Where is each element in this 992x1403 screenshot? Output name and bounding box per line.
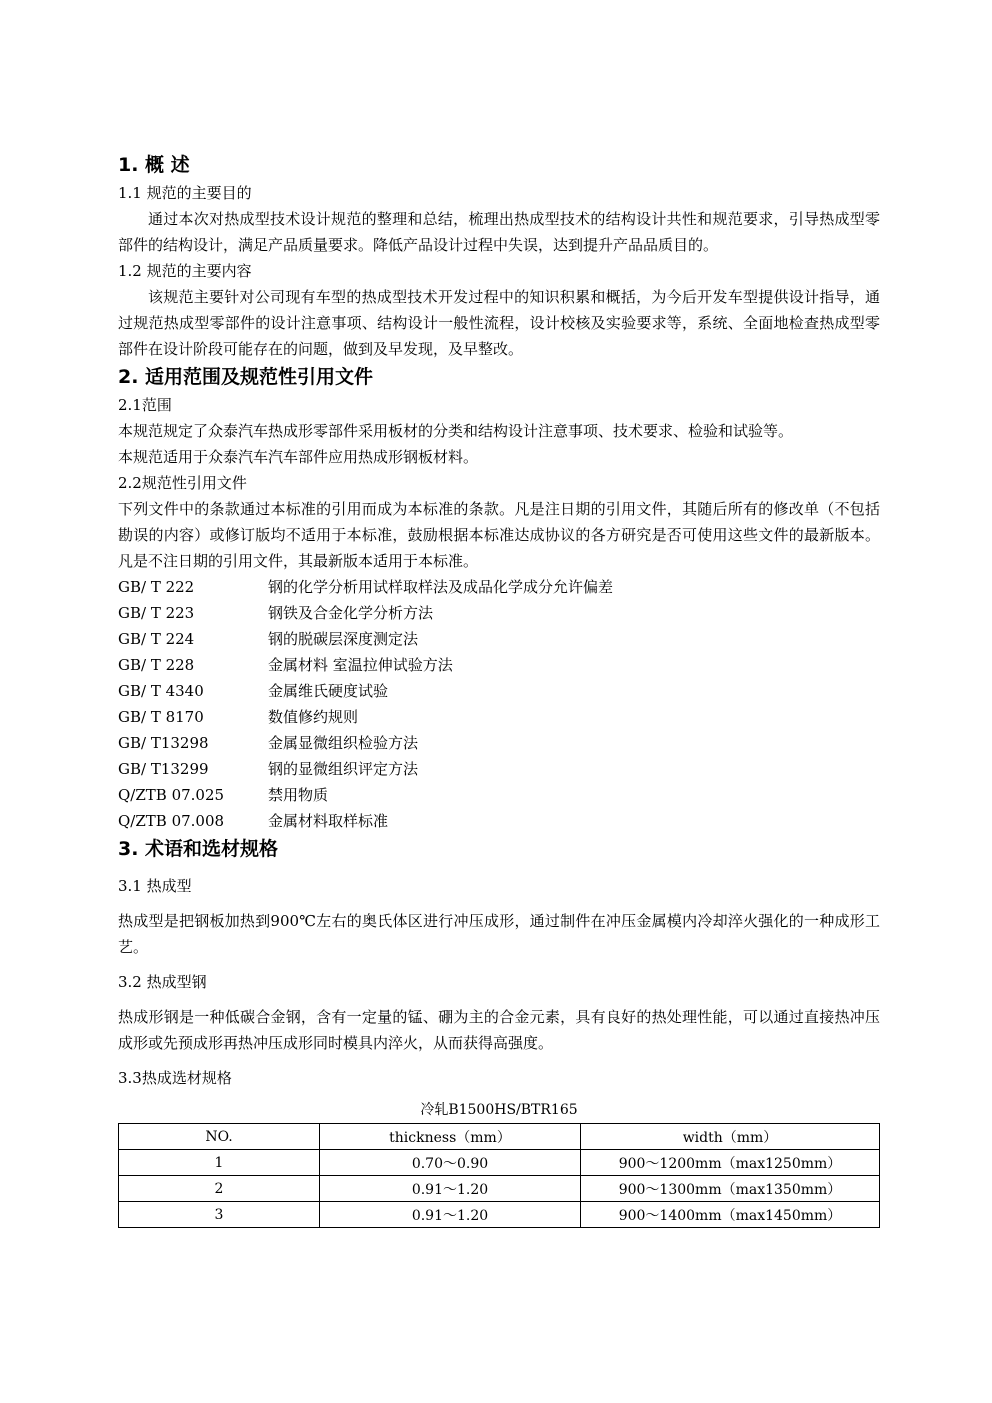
reference-code: GB/ T 223 [118, 604, 195, 622]
table-row [119, 1150, 880, 1176]
reference-code: GB/ T13299 [118, 760, 209, 778]
reference-item [118, 704, 880, 730]
document-page [118, 150, 880, 1228]
reference-code: GB/ T 4340 [118, 682, 204, 700]
reference-title: 金属材料 室温拉伸试验方法 [268, 656, 453, 674]
reference-item [118, 678, 880, 704]
reference-title: 金属维氏硬度试验 [268, 682, 389, 700]
subsection-3-1-title: 3.1 热成型 [118, 877, 192, 895]
reference-code: GB/ T13298 [118, 734, 209, 752]
reference-code: Q/ZTB 07.025 [118, 786, 225, 804]
section-3-title: 3. 术语和选材规格 [118, 838, 279, 860]
subsection-3-3-title: 3.3热成选材规格 [118, 1069, 232, 1087]
reference-title: 金属材料取样标准 [268, 812, 389, 830]
paragraph: 热成形钢是一种低碳合金钢，含有一定量的锰、硼为主的合金元素，具有良好的热处理性能，可以通过直接热冲压成形或先预成形再热冲压成形同时模具内淬火，从而获得高强度。 [118, 1008, 880, 1052]
reference-item [118, 574, 880, 600]
table-row [119, 1202, 880, 1228]
paragraph: 下列文件中的条款通过本标准的引用而成为本标准的条款。凡是注日期的引用文件，其随后所有的修改单（不包括勘误的内容）或修订版均不适用于本标准，鼓励根据本标准达成协议的各方研究是否可使用这些文件的最新版本。凡是不注日期的引用文件，其最新版本适用于本标准。 [118, 500, 880, 570]
reference-list [118, 574, 880, 834]
reference-code: GB/ T 224 [118, 630, 195, 648]
reference-item [118, 756, 880, 782]
subsection-2-1-title: 2.1范围 [118, 396, 172, 414]
material-spec-table [118, 1123, 880, 1228]
reference-item [118, 808, 880, 834]
table-caption: 冷轧B1500HS/BTR165 [420, 1102, 578, 1118]
reference-item [118, 600, 880, 626]
paragraph: 本规范规定了众泰汽车热成形零部件采用板材的分类和结构设计注意事项、技术要求、检验和试验等。 [118, 422, 794, 440]
paragraph: 本规范适用于众泰汽车汽车部件应用热成形钢板材料。 [118, 448, 479, 466]
subsection-3-2-title: 3.2 热成型钢 [118, 973, 207, 991]
reference-code: GB/ T 222 [118, 578, 195, 596]
table-cell: 0.91～1.20 [320, 1202, 581, 1228]
paragraph: 该规范主要针对公司现有车型的热成型技术开发过程中的知识积累和概括，为今后开发车型提供设计指导，通过规范热成型零部件的设计注意事项、结构设计一般性流程，设计校核及实验要求等，系统、全面地检查热成型零部件在设计阶段可能存在的问题，做到及早发现，及早整改。 [118, 288, 880, 358]
table-header-cell: width（mm） [581, 1124, 880, 1150]
subsection-1-1-title: 1.1 规范的主要目的 [118, 184, 252, 202]
table-cell: 900～1200mm（max1250mm） [581, 1150, 880, 1176]
reference-code: GB/ T 228 [118, 656, 195, 674]
section-1-title: 1. 概 述 [118, 154, 190, 176]
table-cell: 2 [119, 1176, 320, 1202]
table-header-row [119, 1124, 880, 1150]
table-cell: 3 [119, 1202, 320, 1228]
table-header-cell: thickness（mm） [320, 1124, 581, 1150]
table-cell: 0.91～1.20 [320, 1176, 581, 1202]
table-cell: 0.70～0.90 [320, 1150, 581, 1176]
reference-title: 钢的化学分析用试样取样法及成品化学成分允许偏差 [268, 578, 614, 596]
reference-item [118, 626, 880, 652]
table-header-cell: NO. [119, 1124, 320, 1150]
paragraph: 通过本次对热成型技术设计规范的整理和总结，梳理出热成型技术的结构设计共性和规范要求，引导热成型零部件的结构设计，满足产品质量要求。降低产品设计过程中失误，达到提升产品品质目的。 [118, 210, 880, 254]
reference-title: 禁用物质 [268, 786, 329, 804]
table-cell: 900～1300mm（max1350mm） [581, 1176, 880, 1202]
table-row [119, 1176, 880, 1202]
paragraph: 热成型是把钢板加热到900℃左右的奥氏体区进行冲压成形，通过制件在冲压金属模内冷却淬火强化的一种成形工艺。 [118, 912, 880, 956]
reference-item [118, 782, 880, 808]
reference-code: GB/ T 8170 [118, 708, 204, 726]
section-2-title: 2. 适用范围及规范性引用文件 [118, 366, 374, 388]
subsection-2-2-title: 2.2规范性引用文件 [118, 474, 247, 492]
subsection-1-2-title: 1.2 规范的主要内容 [118, 262, 252, 280]
reference-item [118, 652, 880, 678]
reference-title: 钢铁及合金化学分析方法 [268, 604, 434, 622]
reference-code: Q/ZTB 07.008 [118, 812, 225, 830]
reference-title: 数值修约规则 [268, 708, 359, 726]
table-cell: 1 [119, 1150, 320, 1176]
reference-title: 钢的脱碳层深度测定法 [268, 630, 419, 648]
reference-title: 金属显微组织检验方法 [268, 734, 419, 752]
table-cell: 900～1400mm（max1450mm） [581, 1202, 880, 1228]
reference-item [118, 730, 880, 756]
reference-title: 钢的显微组织评定方法 [268, 760, 419, 778]
